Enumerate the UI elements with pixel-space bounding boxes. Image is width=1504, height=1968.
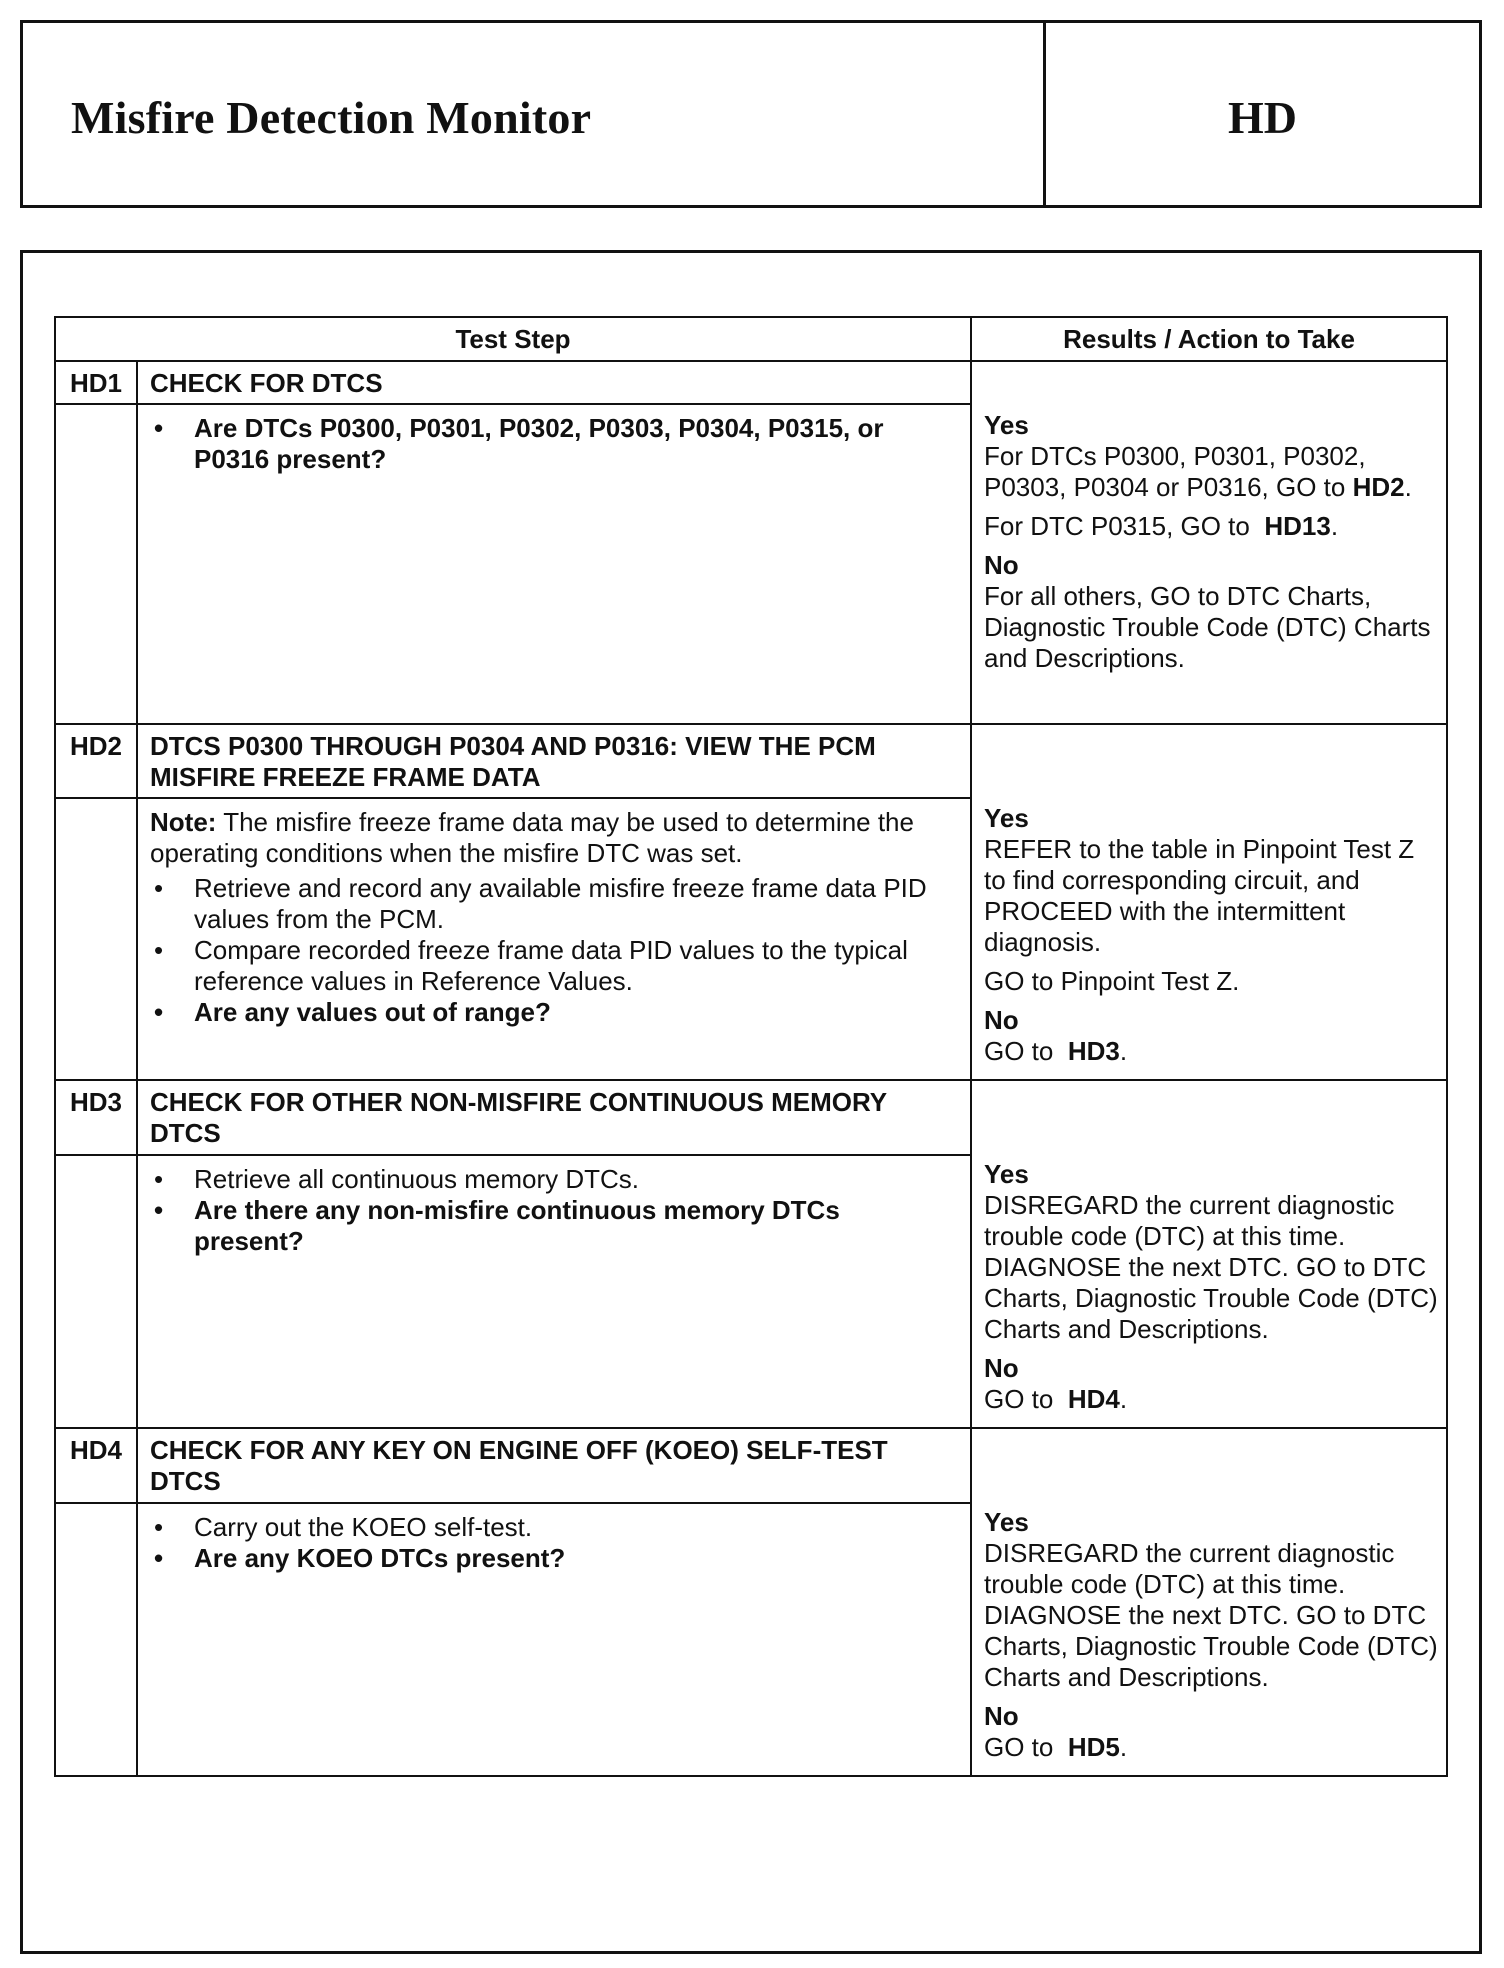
result-yes-label: Yes bbox=[984, 1507, 1029, 1537]
step-id: HD4 bbox=[55, 1428, 137, 1503]
step-bullet: • Retrieve and record any available misfire freeze frame data PID values from the PCM. bbox=[150, 873, 934, 935]
step-result: Yes REFER to the table in Pinpoint Test Z to find corresponding circuit, and PROCEED with the intermittent diagnosis. GO to Pinpoint Test Z. No GO to HD3. bbox=[971, 724, 1447, 1080]
step-result: Yes DISREGARD the current diagnostic trouble code (DTC) at this time. DIAGNOSE the next DTC. GO to DTC Charts, Diagnostic Trouble Code (DTC) Charts and Descriptions. No GO to HD4. bbox=[971, 1080, 1447, 1428]
result-no-label: No bbox=[984, 550, 1019, 580]
step-id: HD1 bbox=[55, 361, 137, 404]
step-bullet: • Retrieve all continuous memory DTCs. bbox=[150, 1164, 934, 1195]
step-result: Yes For DTCs P0300, P0301, P0302, P0303, P0304 or P0316, GO to HD2. For DTC P0315, GO to HD13. No For all others, GO to DTC Charts, Diagnostic Trouble Code (DTC) Charts and Descriptions. bbox=[971, 361, 1447, 724]
result-link: HD4 bbox=[1067, 1384, 1120, 1414]
test-step-table bbox=[54, 316, 1448, 1777]
result-yes-label: Yes bbox=[984, 410, 1029, 440]
result-yes-text-2: GO to Pinpoint Test Z. bbox=[984, 966, 1240, 996]
step-id: HD3 bbox=[55, 1080, 137, 1155]
column-header-results: Results / Action to Take bbox=[971, 317, 1447, 361]
result-link: HD2 bbox=[1352, 472, 1405, 502]
step-question: • Are any values out of range? bbox=[150, 997, 934, 1028]
result-no-text: For all others, GO to DTC Charts, Diagnostic Trouble Code (DTC) Charts and Descriptions. bbox=[984, 581, 1431, 673]
step-body bbox=[137, 404, 971, 724]
step-body bbox=[137, 798, 971, 1080]
step-result: Yes DISREGARD the current diagnostic trouble code (DTC) at this time. DIAGNOSE the next DTC. GO to DTC Charts, Diagnostic Trouble Code (DTC) Charts and Descriptions. No GO to HD5. bbox=[971, 1428, 1447, 1776]
result-no-text: GO to bbox=[984, 1384, 1054, 1414]
result-link: HD5 bbox=[1067, 1732, 1120, 1762]
step-body bbox=[137, 1155, 971, 1428]
result-yes-text: For DTCs P0300, P0301, P0302, P0303, P0304 or P0316, GO to bbox=[984, 441, 1366, 502]
result-yes-text: DISREGARD the current diagnostic trouble code (DTC) at this time. DIAGNOSE the next DTC. GO to DTC Charts, Diagnostic Trouble Code (DTC) Charts and Descriptions. bbox=[984, 1190, 1438, 1344]
step-row-hd1-title bbox=[55, 361, 1447, 404]
result-yes-label: Yes bbox=[984, 1159, 1029, 1189]
column-header-test-step: Test Step bbox=[55, 317, 971, 361]
result-link: HD3 bbox=[1067, 1036, 1120, 1066]
step-body bbox=[137, 1503, 971, 1776]
result-no-label: No bbox=[984, 1701, 1019, 1731]
step-question: • Are DTCs P0300, P0301, P0302, P0303, P0304, P0315, or P0316 present? bbox=[150, 413, 934, 475]
table-header-row bbox=[55, 317, 1447, 361]
result-no-text: GO to bbox=[984, 1036, 1054, 1066]
result-no-text: GO to bbox=[984, 1732, 1054, 1762]
step-question: • Are there any non-misfire continuous memory DTCs present? bbox=[150, 1195, 934, 1257]
step-row-hd2-title bbox=[55, 724, 1447, 798]
step-title: CHECK FOR DTCS bbox=[137, 361, 971, 404]
step-question: • Are any KOEO DTCs present? bbox=[150, 1543, 934, 1574]
step-row-hd3-title bbox=[55, 1080, 1447, 1155]
result-yes-text: REFER to the table in Pinpoint Test Z to find corresponding circuit, and PROCEED with the intermittent diagnosis. bbox=[984, 834, 1415, 957]
step-title: CHECK FOR ANY KEY ON ENGINE OFF (KOEO) SELF-TEST DTCS bbox=[137, 1428, 971, 1503]
note-label: Note: bbox=[150, 807, 217, 838]
step-id: HD2 bbox=[55, 724, 137, 798]
result-no-label: No bbox=[984, 1353, 1019, 1383]
step-bullet: • Carry out the KOEO self-test. bbox=[150, 1512, 934, 1543]
result-yes-label: Yes bbox=[984, 803, 1029, 833]
result-link: HD13 bbox=[1264, 511, 1331, 541]
page-title: Misfire Detection Monitor bbox=[71, 92, 592, 143]
result-no-label: No bbox=[984, 1005, 1019, 1035]
result-yes-text: DISREGARD the current diagnostic trouble code (DTC) at this time. DIAGNOSE the next DTC. GO to DTC Charts, Diagnostic Trouble Code (DTC) Charts and Descriptions. bbox=[984, 1538, 1438, 1692]
page-header bbox=[20, 20, 1482, 208]
note-text: The misfire freeze frame data may be used to determine the operating conditions when the misfire DTC was set. bbox=[150, 807, 914, 869]
section-code: HD bbox=[1228, 92, 1297, 143]
step-row-hd4-title bbox=[55, 1428, 1447, 1503]
step-bullet: • Compare recorded freeze frame data PID values to the typical reference values in Reference Values. bbox=[150, 935, 934, 997]
step-title: DTCS P0300 THROUGH P0304 AND P0316: VIEW THE PCM MISFIRE FREEZE FRAME DATA bbox=[137, 724, 971, 798]
step-title: CHECK FOR OTHER NON-MISFIRE CONTINUOUS MEMORY DTCS bbox=[137, 1080, 971, 1155]
result-yes-text-2: For DTC P0315, GO to bbox=[984, 511, 1250, 541]
